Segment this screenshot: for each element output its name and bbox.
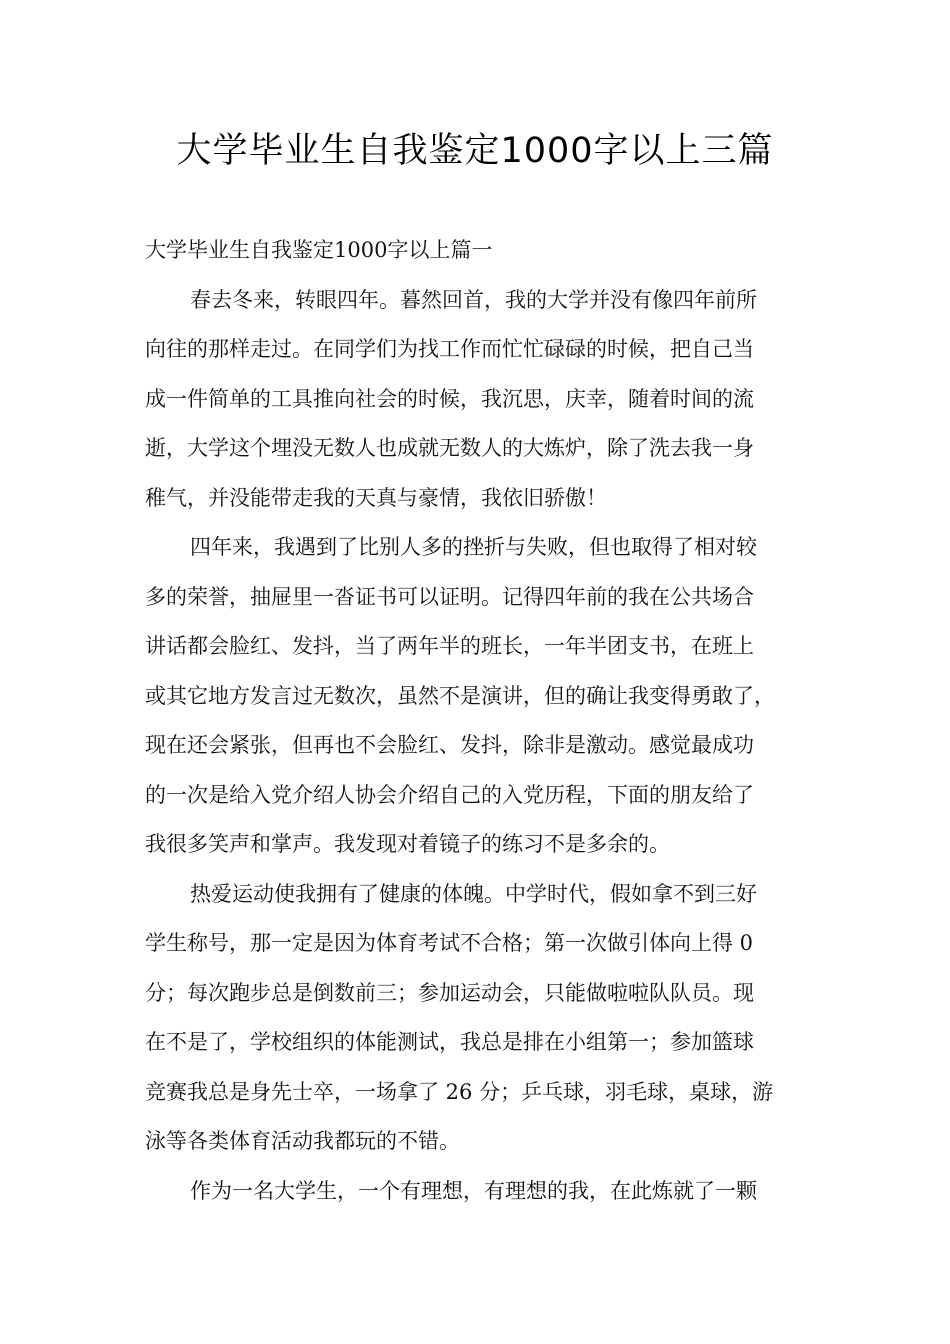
paragraph-line: 或其它地方发言过无数次，虽然不是演讲，但的确让我变得勇敢了， [145,683,775,708]
paragraph-line: 成一件简单的工具推向社会的时候，我沉思，庆幸，随着时间的流 [145,386,754,411]
paragraph-2 [145,523,817,870]
paragraph-line: 多的荣誉，抽屉里一沓证书可以证明。记得四年前的我在公共场合 [145,584,754,609]
paragraph-line: 我很多笑声和掌声。我发现对着镜子的练习不是多余的。 [145,832,670,856]
paragraph-line: 春去冬来，转眼四年。暮然回首，我的大学并没有像四年前所 [190,287,757,312]
paragraph-line: 逝，大学这个埋没无数人也成就无数人的大炼炉，除了洗去我一身 [145,436,754,460]
paragraph-line: 作为一名大学生，一个有理想，有理想的我，在此炼就了一颗 [190,1178,757,1203]
paragraph-4 [145,1167,817,1217]
paragraph-line: 泳等各类体育活动我都玩的不错。 [145,1129,460,1153]
section-heading: 大学毕业生自我鉴定1000字以上篇一 [145,238,493,262]
paragraph-line: 的一次是给入党介绍人协会介绍自己的入党历程，下面的朋友给了 [145,782,754,807]
paragraph-line: 在不是了，学校组织的体能测试，我总是排在小组第一；参加篮球 [145,1030,754,1054]
paragraph-line: 热爱运动使我拥有了健康的体魄。中学时代，假如拿不到三好 [190,881,757,906]
document-body [145,226,817,1216]
paragraph-line: 稚气，并没能带走我的天真与豪情，我依旧骄傲！ [145,485,607,510]
paragraph-line: 学生称号，那一定是因为体育考试不合格；第一次做引体向上得 0 [145,931,754,955]
paragraph-line: 分；每次跑步总是倒数前三；参加运动会，只能做啦啦队队员。现 [145,980,754,1005]
paragraph-line: 现在还会紧张，但再也不会脸红、发抖，除非是激动。感觉最成功 [145,733,754,757]
paragraph-3 [145,870,817,1167]
paragraph-line: 讲话都会脸红、发抖，当了两年半的班长，一年半团支书，在班上 [145,634,754,658]
paragraph-1 [145,276,817,524]
paragraph-line: 四年来，我遇到了比别人多的挫折与失败，但也取得了相对较 [190,535,757,559]
document-title: 大学毕业生自我鉴定1000字以上三篇 [176,131,774,171]
paragraph-line: 向往的那样走过。在同学们为找工作而忙忙碌碌的时候，把自己当 [145,337,754,361]
paragraph-line: 竞赛我总是身先士卒，一场拿了 26 分；乒乓球，羽毛球，桌球，游 [145,1079,774,1104]
